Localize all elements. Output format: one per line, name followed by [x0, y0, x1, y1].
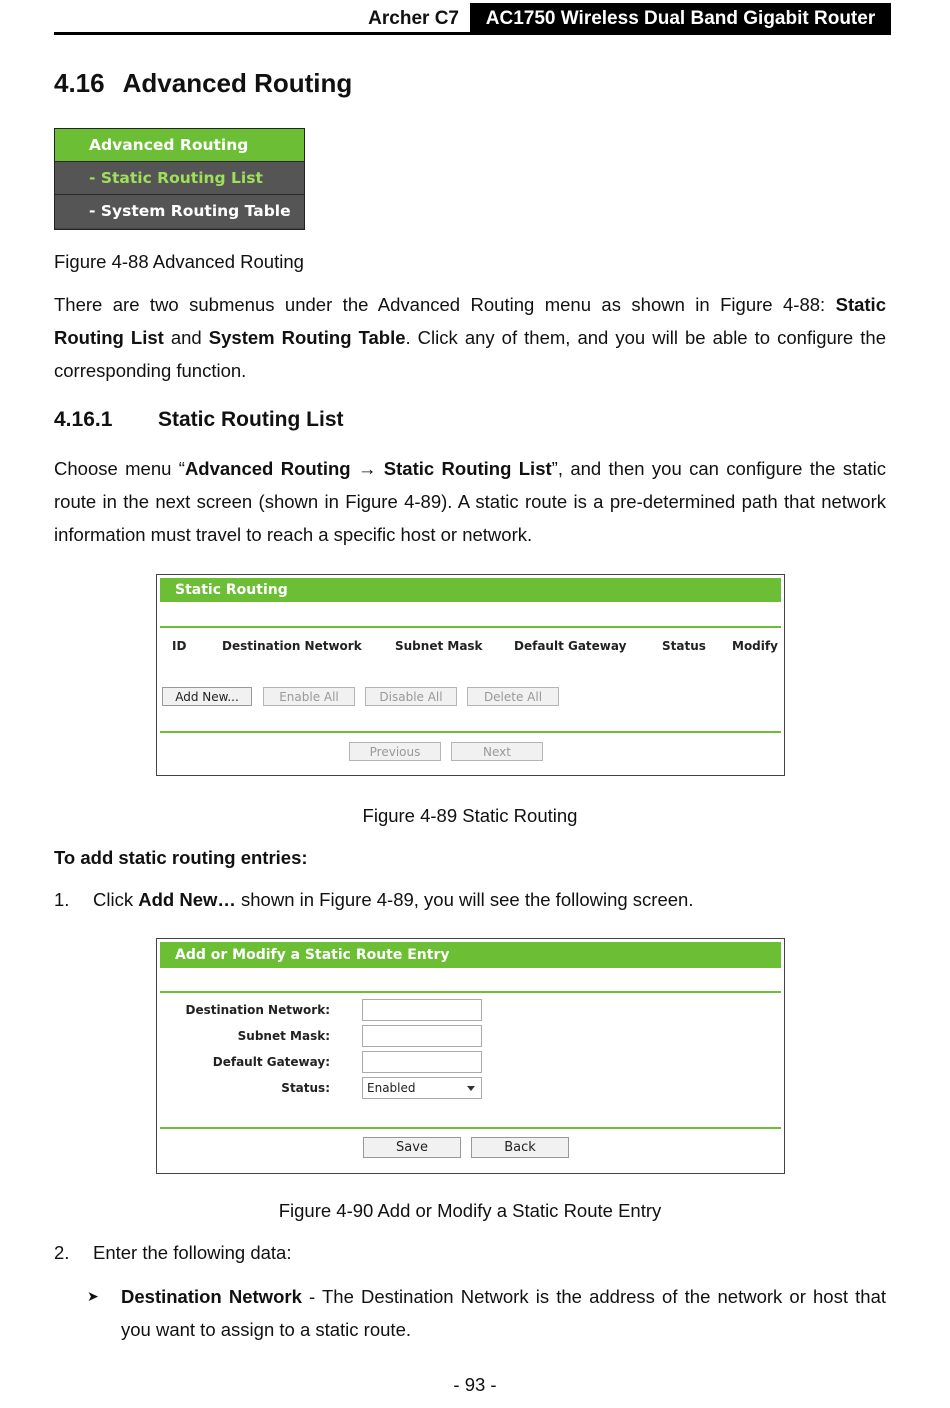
- section-heading: [54, 68, 352, 99]
- intro-paragraph: [54, 288, 886, 387]
- header-rule: [54, 32, 891, 35]
- status-label: Status:: [281, 1081, 330, 1095]
- para1-text-2: and: [163, 327, 209, 348]
- para2-bold-1: Advanced Routing → Static Routing List: [184, 458, 552, 479]
- status-select[interactable]: [362, 1077, 482, 1099]
- static-route-entry-panel: [156, 938, 785, 1174]
- step-1-number: 1.: [54, 889, 70, 910]
- static-routing-panel: [156, 574, 785, 776]
- static-routing-paragraph: [54, 452, 886, 551]
- step1-bold: Add New…: [138, 889, 236, 910]
- subsection-heading: [54, 408, 344, 432]
- default-gateway-label: Default Gateway:: [212, 1055, 330, 1069]
- status-select-value: Enabled: [367, 1081, 416, 1095]
- destination-network-input[interactable]: [362, 999, 482, 1021]
- delete-all-button[interactable]: Delete All: [467, 687, 559, 706]
- next-button[interactable]: Next: [451, 742, 543, 761]
- header-product: AC1750 Wireless Dual Band Gigabit Router: [470, 3, 891, 34]
- page-number: - 93 -: [453, 1374, 497, 1395]
- column-status: Status: [662, 639, 706, 653]
- menu-item-static-routing-list[interactable]: - Static Routing List: [55, 162, 304, 195]
- figure-89-caption: Figure 4-89 Static Routing: [362, 805, 578, 826]
- menu-item-system-routing-table[interactable]: - System Routing Table: [55, 195, 304, 228]
- para1-bold-1: Static Routing List: [54, 294, 886, 348]
- previous-button[interactable]: Previous: [349, 742, 441, 761]
- subsection-title: Static Routing List: [158, 408, 344, 431]
- disable-all-button[interactable]: Disable All: [365, 687, 457, 706]
- divider: [160, 626, 781, 628]
- save-button[interactable]: Save: [363, 1137, 461, 1158]
- para1-text-3: . Click any of them, and you will be able to configure the corresponding function.: [54, 327, 886, 381]
- subnet-mask-input[interactable]: [362, 1025, 482, 1047]
- figure-90-caption: Figure 4-90 Add or Modify a Static Route Entry: [278, 1200, 662, 1221]
- header-model: Archer C7: [368, 8, 459, 29]
- step1-text-2: shown in Figure 4-89, you will see the following screen.: [235, 889, 694, 910]
- para1-bold-2: System Routing Table: [208, 327, 406, 348]
- divider: [160, 731, 781, 733]
- column-subnet-mask: Subnet Mask: [395, 639, 483, 653]
- para1-text-1: There are two submenus under the Advanced Routing menu as shown in Figure 4-88:: [54, 294, 836, 315]
- destination-network-bullet: [121, 1280, 886, 1346]
- section-number: 4.16: [54, 68, 105, 98]
- column-id: ID: [172, 639, 187, 653]
- back-button[interactable]: Back: [471, 1137, 569, 1158]
- para2-text-2: ”, and then you can configure the static route in the next screen (shown in Figure 4-89). A static route is a pre-determined path that network information must travel to reach a specific host or network.: [54, 458, 887, 545]
- bullet1-text: - The Destination Network is the address of the network or host that you want to assign to a static route.: [121, 1286, 886, 1340]
- bullet-arrow-icon: ➤: [87, 1288, 99, 1304]
- divider: [160, 1127, 781, 1129]
- step1-text-1: Click: [93, 889, 139, 910]
- column-default-gateway: Default Gateway: [514, 639, 627, 653]
- chevron-down-icon: [467, 1086, 475, 1091]
- subsection-number: 4.16.1: [54, 408, 113, 431]
- divider: [160, 991, 781, 993]
- menu-item-advanced-routing[interactable]: Advanced Routing: [55, 129, 304, 162]
- column-modify: Modify: [732, 639, 778, 653]
- advanced-routing-menu: [54, 128, 305, 230]
- column-destination-network: Destination Network: [222, 639, 362, 653]
- section-title: Advanced Routing: [122, 68, 353, 98]
- step-1-text: [93, 889, 693, 911]
- enable-all-button[interactable]: Enable All: [263, 687, 355, 706]
- para2-text-1: Choose menu “: [54, 458, 185, 479]
- static-routing-title: Static Routing: [160, 578, 781, 602]
- destination-network-label: Destination Network:: [185, 1003, 330, 1017]
- bullet1-bold: Destination Network: [121, 1286, 302, 1307]
- default-gateway-input[interactable]: [362, 1051, 482, 1073]
- step-2-text: Enter the following data:: [93, 1242, 292, 1263]
- add-entries-heading: To add static routing entries:: [54, 847, 308, 868]
- figure-88-caption: Figure 4-88 Advanced Routing: [54, 251, 304, 272]
- add-new-button[interactable]: Add New...: [162, 687, 252, 706]
- subnet-mask-label: Subnet Mask:: [237, 1029, 330, 1043]
- entry-form-title: Add or Modify a Static Route Entry: [160, 942, 781, 968]
- step-2-number: 2.: [54, 1242, 70, 1263]
